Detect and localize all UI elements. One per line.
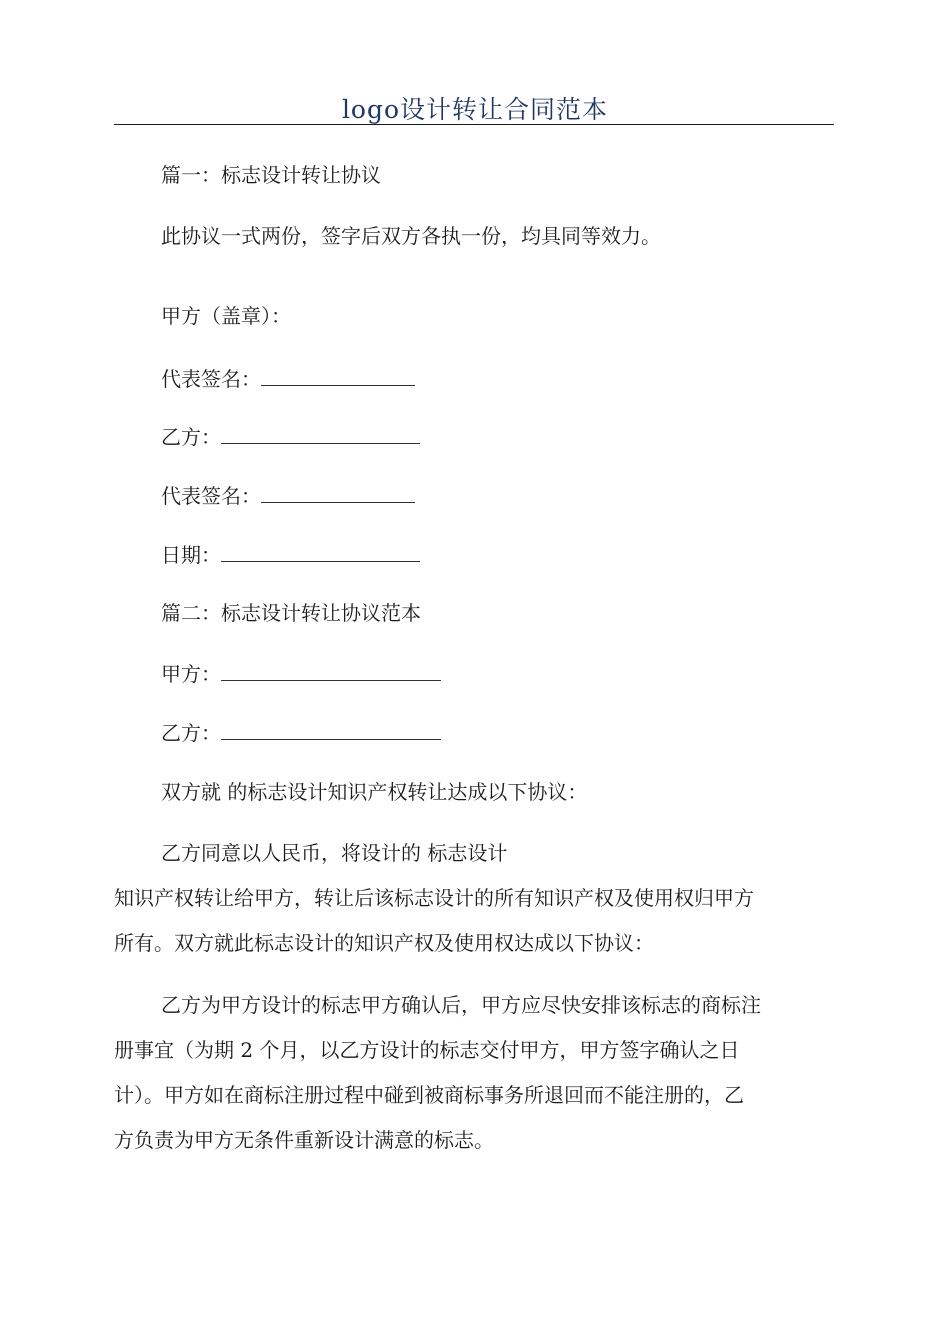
party-b-label-1: 乙方： — [161, 425, 221, 449]
registration-paragraph-line-1: 乙方为甲方设计的标志甲方确认后，甲方应尽快安排该标志的商标注 — [161, 993, 761, 1017]
section2-heading: 篇二：标志设计转让协议范本 — [161, 601, 421, 625]
section1-heading: 篇一：标志设计转让协议 — [161, 163, 381, 187]
rep-signature-field-2 — [161, 480, 415, 511]
rep-signature-blank-1 — [261, 363, 415, 386]
date-blank — [221, 539, 420, 562]
date-field — [161, 539, 420, 570]
registration-paragraph — [114, 983, 834, 1163]
party-a-blank-2 — [221, 658, 441, 681]
rep-signature-field-1 — [161, 363, 415, 394]
party-a-label-2: 甲方： — [161, 662, 221, 686]
transfer-paragraph-line-1: 乙方同意以人民币，将设计的 标志设计 — [161, 841, 508, 865]
party-b-field-2 — [161, 717, 441, 748]
party-b-blank-1 — [221, 421, 420, 444]
rep-signature-label-2: 代表签名： — [161, 484, 261, 508]
registration-paragraph-line-3: 计）。甲方如在商标注册过程中碰到被商标事务所退回而不能注册的，乙 — [114, 1083, 744, 1107]
party-b-field-1 — [161, 421, 420, 452]
transfer-paragraph-line-2: 知识产权转让给甲方，转让后该标志设计的所有知识产权及使用权归甲方 — [114, 886, 754, 910]
section1-intro: 此协议一式两份，签字后双方各执一份，均具同等效力。 — [161, 224, 661, 248]
registration-paragraph-line-4: 方负责为甲方无条件重新设计满意的标志。 — [114, 1128, 494, 1152]
party-a-field-2 — [161, 658, 441, 689]
title-underline — [114, 124, 834, 125]
transfer-paragraph-line-3: 所有。双方就此标志设计的知识产权及使用权达成以下协议： — [114, 931, 654, 955]
agreement-statement: 双方就 的标志设计知识产权转让达成以下协议： — [161, 780, 588, 804]
registration-paragraph-line-2: 册事宜（为期 2 个月，以乙方设计的标志交付甲方，甲方签字确认之日 — [114, 1038, 740, 1062]
rep-signature-label-1: 代表签名： — [161, 367, 261, 391]
date-label: 日期： — [161, 543, 221, 567]
party-b-label-2: 乙方： — [161, 721, 221, 745]
transfer-paragraph — [114, 831, 834, 966]
party-b-blank-2 — [221, 717, 441, 740]
party-a-seal-label: 甲方（盖章）： — [161, 304, 291, 328]
rep-signature-blank-2 — [261, 480, 415, 503]
document-title: logo设计转让合同范本 — [341, 95, 609, 124]
